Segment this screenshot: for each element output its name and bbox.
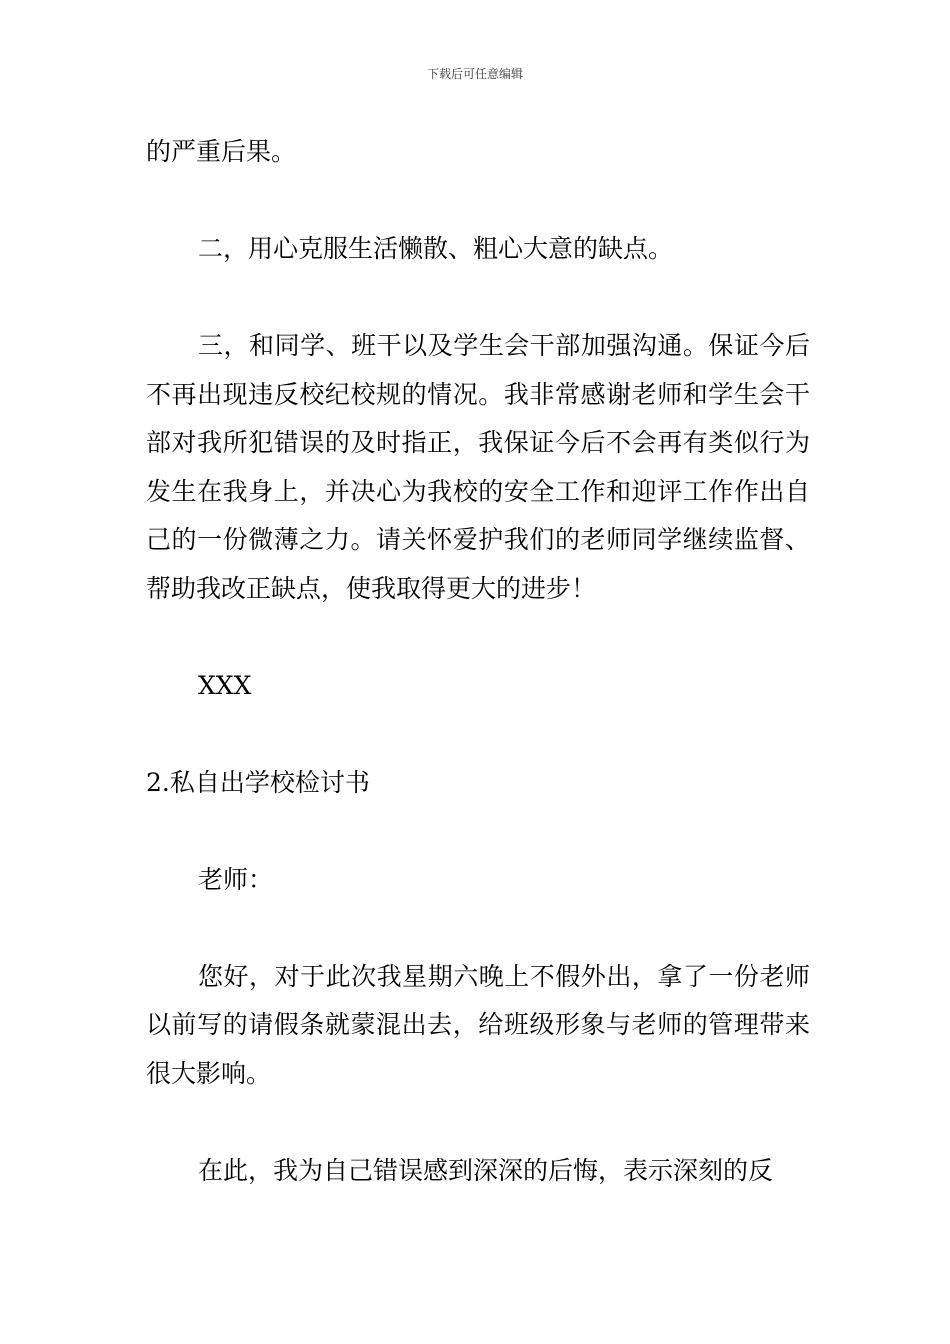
paragraph-point-three: 三，和同学、班干以及学生会干部加强沟通。保证今后不再出现违反校纪校规的情况。我非常感谢老师和学生会干部对我所犯错误的及时指正，我保证今后不会再有类似行为发生在我身上，并决心为我校的安全工作和迎评工作作出自己的一份微薄之力。请关怀爱护我们的老师同学继续监督、帮助我改正缺点，使我取得更大的进步！ xyxy=(146,331,810,603)
paragraph-greeting: 您好，对于此次我星期六晚上不假外出，拿了一份老师以前写的请假条就蒙混出去，给班级形象与老师的管理带来很大影响。 xyxy=(146,961,810,1088)
section-title: 2.私自出学校检讨书 xyxy=(146,767,370,797)
paragraph-regret: 在此，我为自己错误感到深深的后悔，表示深刻的反 xyxy=(198,1155,774,1185)
document-body xyxy=(146,128,810,1195)
paragraph-point-two: 二，用心克服生活懒散、粗心大意的缺点。 xyxy=(198,234,674,263)
paragraph-consequence: 的严重后果。 xyxy=(146,137,297,166)
signature-placeholder: XXX xyxy=(198,670,252,700)
page-header: 下载后可任意编辑 xyxy=(426,67,523,81)
salutation: 老师： xyxy=(198,864,274,894)
